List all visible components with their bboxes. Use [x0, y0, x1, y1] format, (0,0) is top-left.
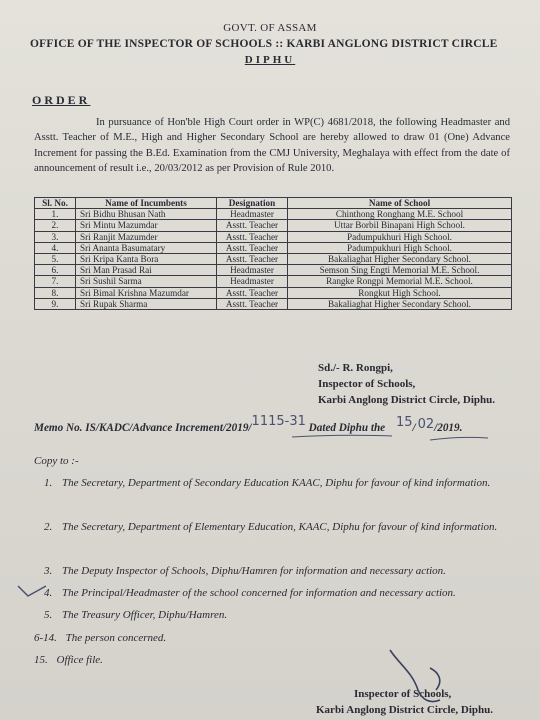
copy-item-text: The Secretary, Department of Elementary Education, KAAC, Diphu for favour of kind information. — [62, 521, 498, 533]
copy-item-text: The Secretary, Department of Secondary Education KAAC, Diphu for favour of kind information. — [62, 477, 491, 489]
name-cell: Sri Rupak Sharma — [76, 298, 217, 309]
serial-cell: 2. — [35, 220, 76, 231]
copy-item-number: 3. — [44, 565, 53, 577]
school-cell: Padumpukhuri High School. — [288, 242, 512, 253]
designation-cell: Asstt. Teacher — [217, 231, 288, 242]
school-cell: Padumpukhuri High School. — [288, 231, 512, 242]
copy-item-number: 1. — [44, 477, 53, 489]
place-heading: DIPHU — [244, 54, 296, 66]
underline-stroke — [292, 435, 392, 437]
copy-item-text: The person concerned. — [65, 632, 167, 644]
serial-cell: 8. — [35, 287, 76, 298]
copy-item-number: 15. — [34, 654, 48, 666]
serial-cell: 5. — [35, 254, 76, 265]
office-heading: OFFICE OF THE INSPECTOR OF SCHOOLS :: KARBI ANGLONG DISTRICT CIRCLE — [30, 38, 498, 50]
designation-cell: Asstt. Teacher — [217, 242, 288, 253]
name-cell: Sri Mintu Mazumdar — [76, 220, 217, 231]
signature-designation: Inspector of Schools, — [318, 378, 416, 390]
order-body-text: In pursuance of Hon'ble High Court order in WP(C) 4681/2018, the following Headmaster and Asstt. Teacher of M.E., High and Higher Secondary School are hereby allowed to draw 01 (One) Advance Increment for passing the B.Ed. Examination from the CMJ University, Meghalaya with effect from the date of announcement of result i.e., 20/03/2012 as per Provision of Rule 2010. — [34, 117, 510, 174]
memo-year: /2019. — [434, 422, 463, 434]
school-cell: Uttar Borbil Binapani High School. — [288, 220, 512, 231]
serial-cell: 4. — [35, 242, 76, 253]
memo-number-label: Memo No. IS/KADC/Advance Increment/2019/ — [34, 422, 252, 434]
dated-label: Dated Diphu the — [308, 422, 386, 434]
column-header: Name of Incumbents — [76, 198, 217, 209]
copy-item-text: Office file. — [56, 654, 103, 666]
name-cell: Sri Man Prasad Rai — [76, 265, 217, 276]
serial-cell: 7. — [35, 276, 76, 287]
school-cell: Rongkut High School. — [288, 287, 512, 298]
serial-cell: 9. — [35, 298, 76, 309]
school-cell: Rangke Rongpi Memorial M.E. School. — [288, 276, 512, 287]
copy-to-label: Copy to :- — [34, 455, 79, 467]
signature-office: Karbi Anglong District Circle, Diphu. — [318, 394, 496, 406]
column-header: Sl. No. — [35, 198, 76, 209]
underline-stroke — [430, 437, 488, 440]
copy-item-number: 5. — [44, 609, 53, 621]
name-cell: Sri Bimal Krishna Mazumdar — [76, 287, 217, 298]
footer-office: Karbi Anglong District Circle, Diphu. — [316, 704, 494, 716]
copy-item-text: The Treasury Officer, Diphu/Hamren. — [62, 609, 228, 621]
name-cell: Sri Bidhu Bhusan Nath — [76, 209, 217, 220]
serial-cell: 1. — [35, 209, 76, 220]
name-cell: Sri Ananta Basumatary — [76, 242, 217, 253]
signature-scribble — [390, 650, 440, 702]
handwritten-day: 15 — [395, 415, 413, 430]
designation-cell: Headmaster — [217, 265, 288, 276]
designation-cell: Asstt. Teacher — [217, 287, 288, 298]
memo-line: Memo No. IS/KADC/Advance Increment/2019/1115-31 Dated Diphu the 15/ 02/2019. — [34, 414, 463, 434]
handwritten-memo-number: 1115-31 — [251, 414, 306, 429]
name-cell: Sri Ranjit Mazumder — [76, 231, 217, 242]
serial-cell: 3. — [35, 231, 76, 242]
copy-item-number: 2. — [44, 521, 53, 533]
govt-heading: GOVT. OF ASSAM — [223, 22, 317, 34]
school-cell: Bakaliaghat Higher Secondary School. — [288, 254, 512, 265]
designation-cell: Asstt. Teacher — [217, 220, 288, 231]
designation-cell: Asstt. Teacher — [217, 298, 288, 309]
footer-designation: Inspector of Schools, — [354, 688, 452, 700]
column-header: Name of School — [288, 198, 512, 209]
order-title: ORDER — [32, 93, 91, 107]
designation-cell: Headmaster — [217, 209, 288, 220]
serial-cell: 6. — [35, 265, 76, 276]
signature-name: Sd./- R. Rongpi, — [318, 362, 393, 374]
designation-cell: Headmaster — [217, 276, 288, 287]
copy-item-text: The Deputy Inspector of Schools, Diphu/Hamren for information and necessary action. — [62, 565, 446, 577]
copy-item-number: 6-14. — [34, 632, 57, 644]
tick-mark — [18, 586, 46, 596]
handwritten-month: 02 — [417, 417, 435, 432]
designation-cell: Asstt. Teacher — [217, 254, 288, 265]
copy-item-text: The Principal/Headmaster of the school concerned for information and necessary action. — [62, 587, 456, 599]
name-cell: Sri Kripa Kanta Bora — [76, 254, 217, 265]
school-cell: Semson Sing Engti Memorial M.E. School. — [288, 265, 512, 276]
column-header: Designation — [217, 198, 288, 209]
school-cell: Chinthong Ronghang M.E. School — [288, 209, 512, 220]
copy-item-number: 4. — [44, 587, 53, 599]
name-cell: Sri Sushil Sarma — [76, 276, 217, 287]
school-cell: Bakaliaghat Higher Secondary School. — [288, 298, 512, 309]
